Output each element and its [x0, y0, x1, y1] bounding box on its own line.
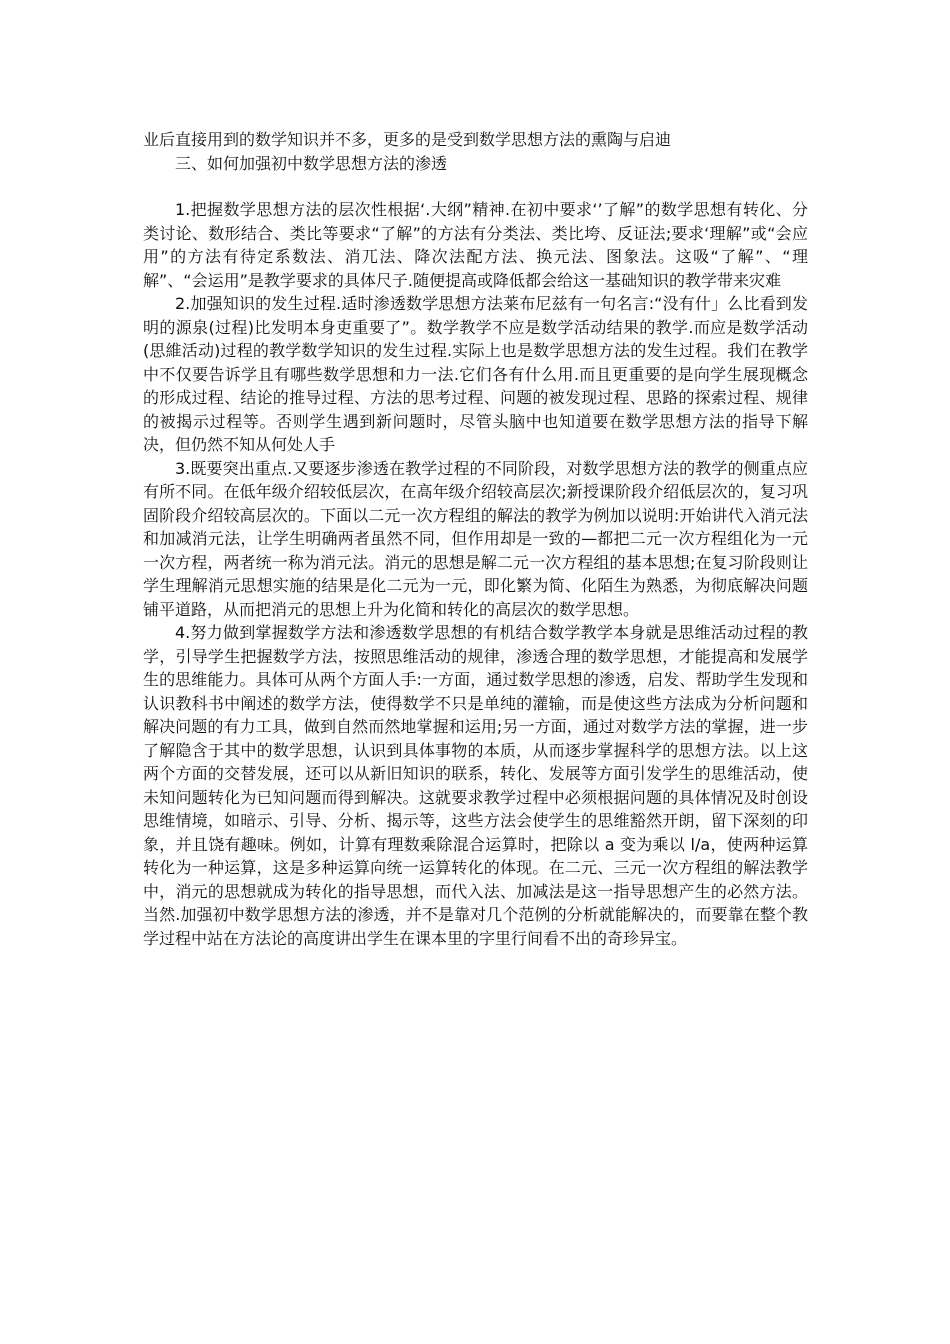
paragraph-3: 3.既要突出重点.又要逐步渗透在教学过程的不同阶段，对数学思想方法的教学的侧重点应有所不同。在低年级介绍较低层次，在高年级介绍较高层次;新授课阶段介绍低层次的，复习巩固阶段介绍较高层次的。下面以二元一次方程组的解法的教学为例加以说明:开始讲代入消元法和加减消元法，让学生明确两者虽然不同，但作用却是一致的—都把二元一次方程组化为一元一次方程，两者统一称为消元法。消元的思想是解二元一次方程组的基本思想;在复习阶段则让学生理解消元思想实施的结果是化二元为一元，即化繁为简、化陌生为熟悉，为彻底解决问题铺平道路，从而把消元的思想上升为化简和转化的高层次的数学思想。: [143, 458, 808, 619]
paragraph-1: 1.把握数学思想方法的层次性根据‘.大纲”精神.在初中要求‘’了解”的数学思想有转化、分类讨论、数形结合、类比等要求“了解”的方法有分类法、类比垮、反证法;要求‘理解”或“会应用”的方法有待定系数法、消兀法、降次法配方法、换元法、图象法。这吸“了解”、“理解”、“会运用”是教学要求的具体尺子.随便提高或降低都会给这一基础知识的教学带来灾难: [143, 200, 808, 290]
intro-line: 业后直接用到的数学知识并不多，更多的是受到数学思想方法的熏陶与启迪: [143, 130, 672, 149]
paragraph-4: 4.努力做到掌握数学方法和渗透数学思想的有机结合数学教学本身就是思维活动过程的教学，引导学生把握数学方法，按照思维活动的规律，渗透合理的数学思想，才能提高和发展学生的思维能力。具体可从两个方面人手:一方面，通过数学思想的渗透，启发、帮助学生发现和认识教科书中阐述的数学方法，使得数学不只是单纯的灌输，而是使这些方法成为分析问题和解决问题的有力工具，做到自然而然地掌握和运用;另一方面，通过对数学方法的掌握，进一步了解隐含于其中的数学思想，认识到具体事物的本质，从而逐步掌握科学的思想方法。以上这两个方面的交替发展，还可以从新旧知识的联系，转化、发展等方面引发学生的思维活动，使未知问题转化为已知问题而得到解决。这就要求教学过程中必须根据问题的具体情况及时创设思维情境，如暗示、引导、分析、揭示等，这些方法会使学生的思维豁然开朗，留下深刻的印象，并且饶有趣味。例如，计算有理数乘除混合运算时，把除以 a 变为乘以 l/a，使两种运算转化为一种运算，这是多种运算向统一运算转化的体现。在二元、三元一次方程组的解法教学中，消元的思想就成为转化的指导思想，而代入法、加减法是这一指导思想产生的必然方法。当然.加强初中数学思想方法的渗透，并不是靠对几个范例的分析就能解决的，而要靠在整个教学过程中站在方法论的高度讲出学生在课本里的字里行间看不出的奇珍异宝。: [143, 623, 808, 948]
paragraph-spacer: [143, 175, 808, 198]
paragraph-2: 2.加强知识的发生过程.适时渗透数学思想方法莱布尼兹有一句名言:“没有什」么比看到发明的源泉(过程)比发明本身吏重要了”。数学教学不应是数学活动结果的教学.而应是数学活动(思維活动)过程的教学数学知识的发生过程.实际上也是数学思想方法的发生过程。我们在教学中不仅要告诉学且有哪些数学思想和力一法.它们各有什么用.而且更重要的是向学生展现概念的形成过程、结论的推导过程、方法的思考过程、问题的被发现过程、思路的探索过程、规律的被揭示过程等。否则学生遇到新问题时，尽管头脑中也知道要在数学思想方法的指导下解决，但仍然不知从何处人手: [143, 294, 808, 454]
section-heading: 三、如何加强初中数学思想方法的渗透: [175, 153, 448, 173]
document-page: [143, 128, 808, 950]
